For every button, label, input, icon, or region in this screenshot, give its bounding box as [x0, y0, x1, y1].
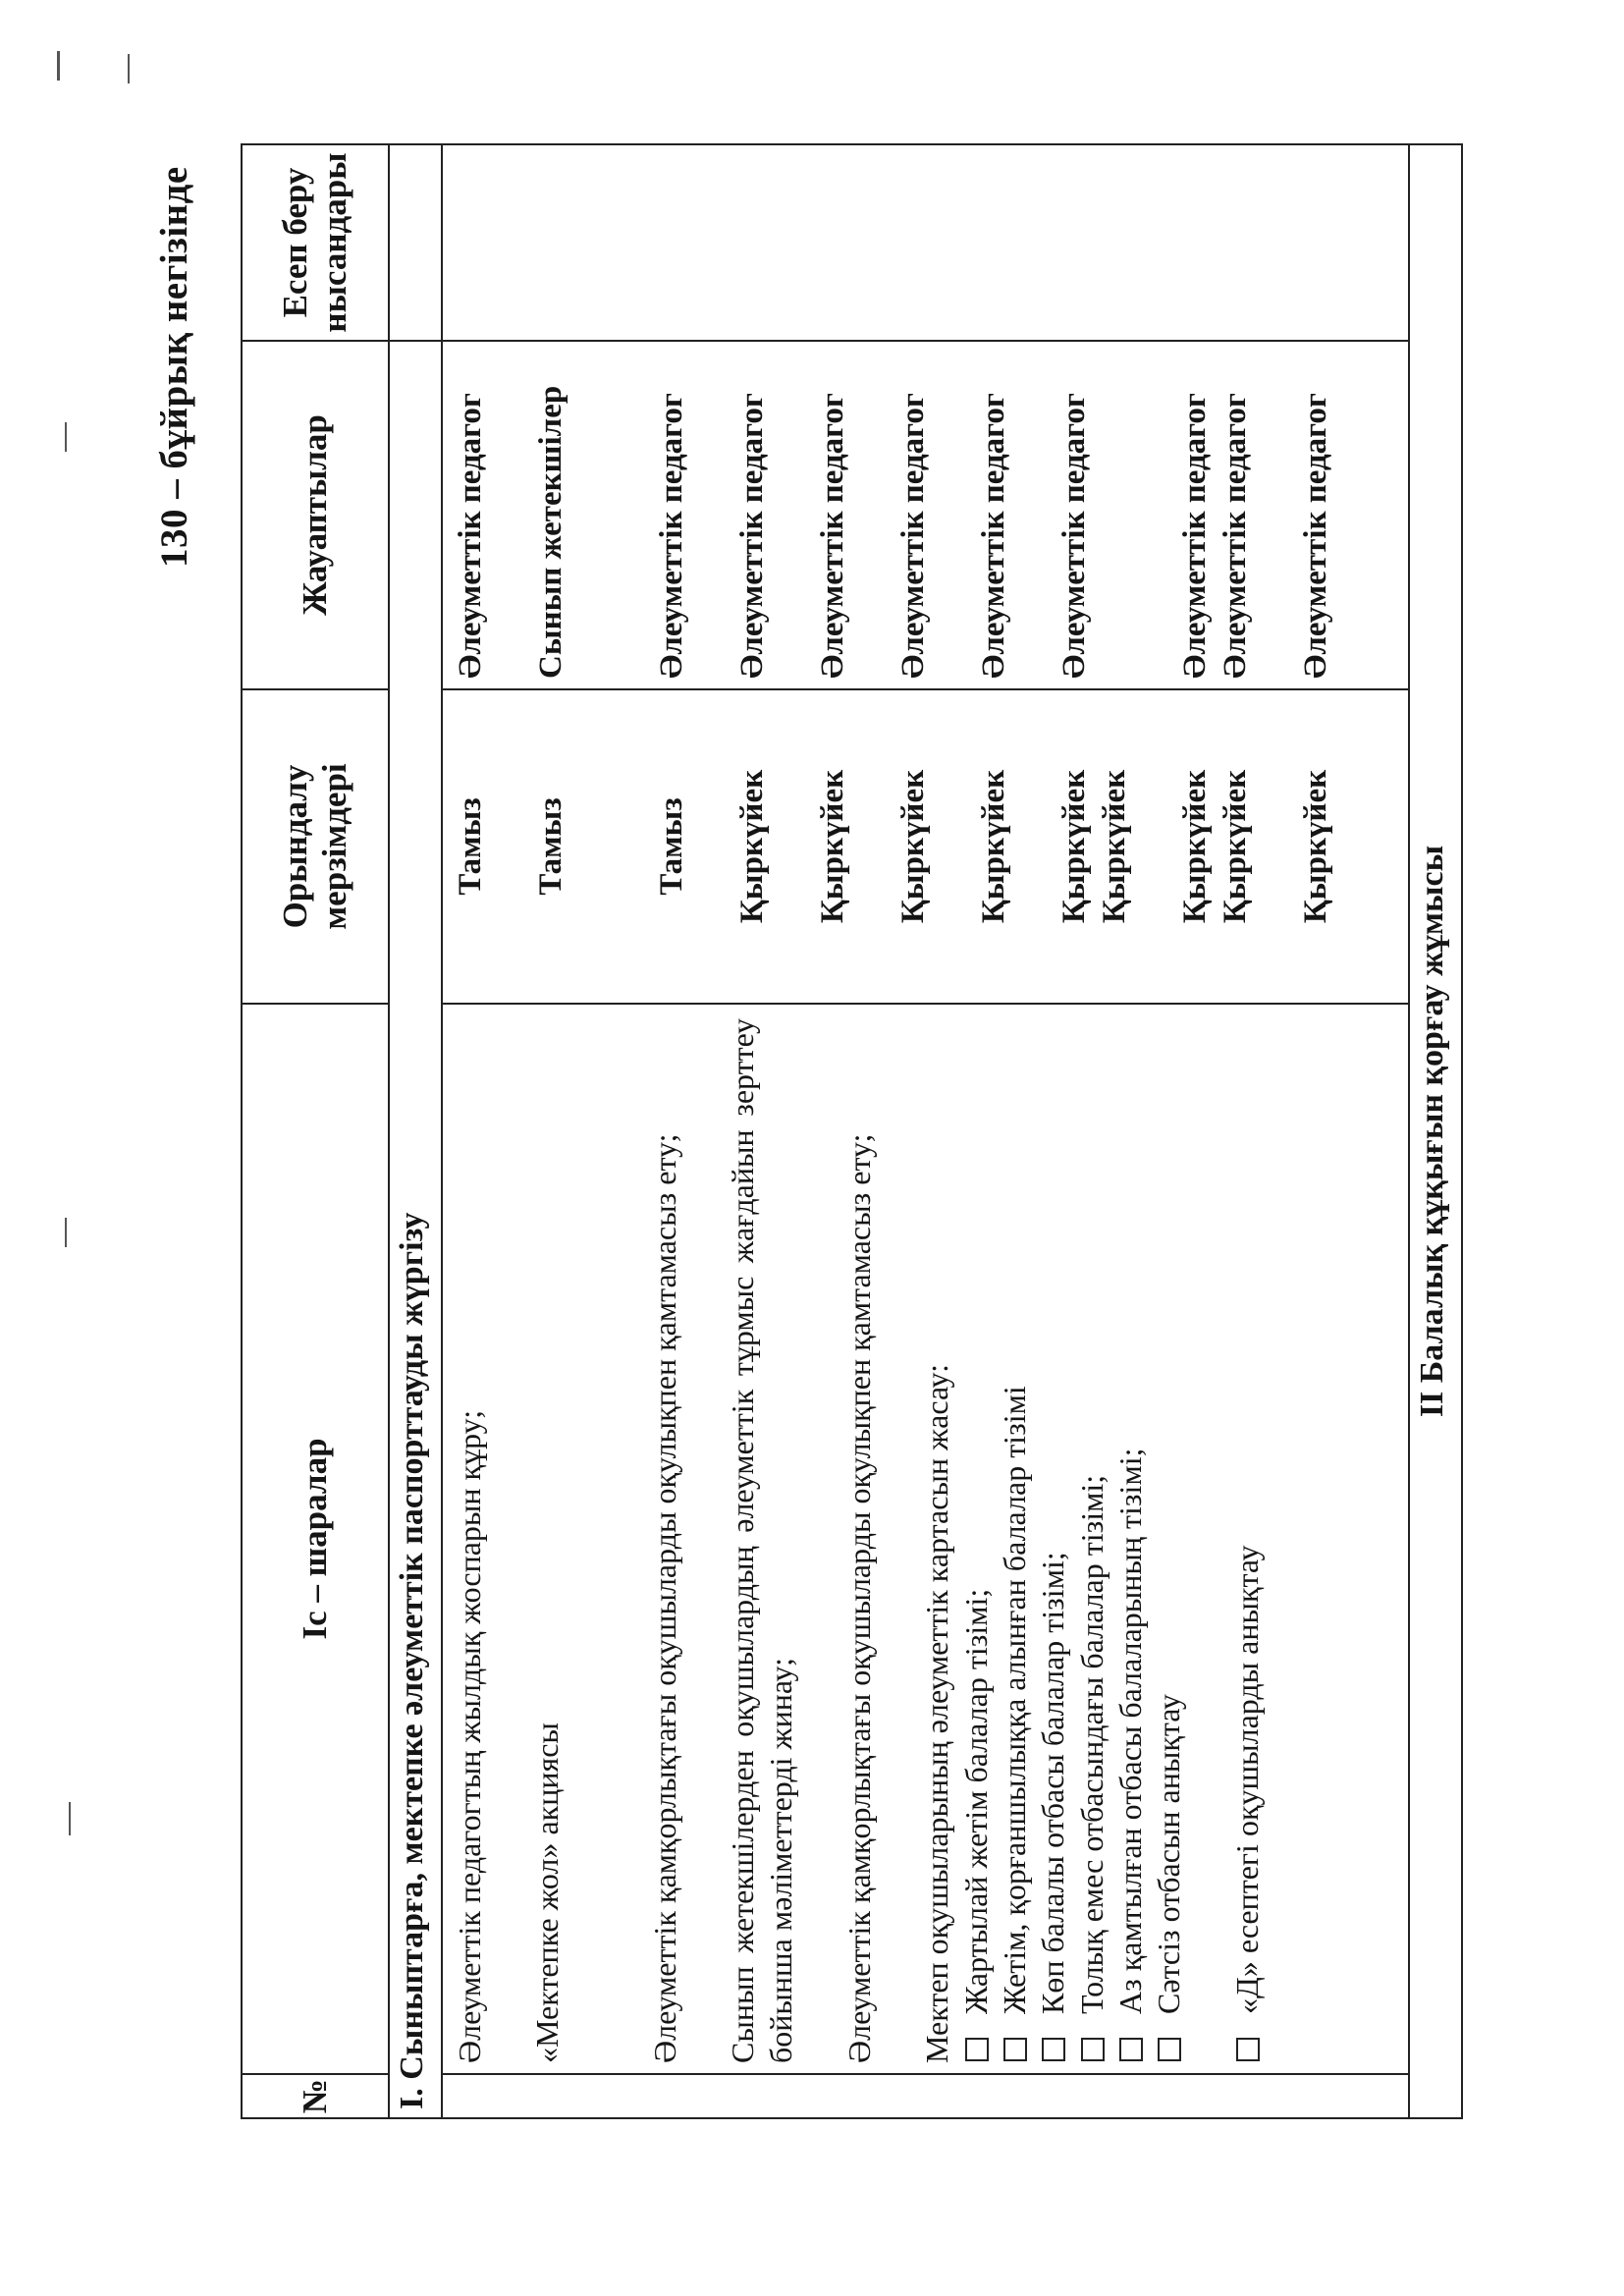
responsible-value: Әлеуметтік педагог [1177, 393, 1213, 679]
deadline-value: Қыркүйек [895, 769, 931, 924]
deadline-value: Қыркүйек [815, 769, 850, 924]
list-item [1111, 1018, 1150, 2063]
responsible-value: Әлеуметтік педагог [1056, 393, 1092, 679]
column-deadline-header [242, 689, 389, 1004]
activity-item: Әлеуметтік қамқорлықтағы оқушыларды оқулықпен қамтамасыз ету; [840, 1133, 877, 2063]
checkbox-square-icon [1119, 2038, 1143, 2061]
list-item [1150, 1018, 1188, 2063]
activity-item: «Мектепке жол» акциясы [529, 1722, 566, 2063]
section-1-report-cell [389, 144, 442, 341]
deadline-header-line2: мерзімдері [315, 763, 353, 930]
activity-item: Сынып жетекшілерден оқушылардың әлеуметтік тұрмыс жағдайын зерттеу бойынша мәліметтерді жинау; [725, 1018, 799, 2063]
list-item [996, 1018, 1034, 2063]
activity-plan-table [241, 143, 1463, 2119]
num-cell [442, 2074, 1409, 2118]
order-tag: 130 – бұйрық негізінде [153, 166, 195, 568]
column-num-header: № [242, 2074, 389, 2118]
list-item-text: Жетім, қорғаншылыққа алынған балалар тізімі [996, 1386, 1032, 2014]
responsible-value: Әлеуметтік педагог [453, 393, 488, 679]
report-header-line1: Есеп беру [275, 167, 314, 318]
responsible-value: Әлеуметтік педагог [895, 393, 931, 679]
deadline-value: Тамыз [453, 797, 488, 896]
responsible-value: Әлеуметтік педагог [654, 393, 689, 679]
activity-item: Мектеп оқушыларының әлеуметтік картасын жасау: [919, 1364, 955, 2063]
list-item-text: Сәтсіз отбасын анықтау [1151, 1694, 1187, 2014]
column-activities-header: Іс – шаралар [242, 1004, 389, 2074]
list-item-text: Көп балалы отбасы балалар тізімі; [1035, 1552, 1071, 2014]
deadline-value: Қыркүйек [1097, 769, 1132, 924]
responsible-value: Әлеуметтік педагог [815, 393, 850, 679]
column-report-header [242, 144, 389, 341]
section-row [1409, 144, 1462, 2118]
responsible-value: Әлеуметтік педагог [734, 393, 770, 679]
checkbox-square-icon [1236, 2038, 1260, 2061]
section-2-title: ІІ Балалық құқығын қорғау жұмысы [1409, 144, 1462, 2118]
list-item [1034, 1018, 1072, 2063]
responsible-value: Әлеуметтік педагог [1298, 393, 1333, 679]
deadlines-cell [442, 689, 1409, 1004]
deadline-value: Қыркүйек [1218, 769, 1253, 924]
activity-item: Әлеуметтік қамқорлықтағы оқушыларды оқулықпен қамтамасыз ету; [646, 1133, 682, 2063]
section-1-title: І. Сыныптарға, мектепке әлеуметтік паспорттауды жүргізу [389, 341, 442, 2118]
responsible-cell [442, 341, 1409, 689]
deadline-value: Қыркүйек [1056, 769, 1092, 924]
list-item-text: Толық емес отбасындағы балалар тізімі; [1073, 1474, 1110, 2014]
responsible-value: Әлеуметтік педагог [976, 393, 1011, 679]
deadline-header-line1: Орындалу [275, 764, 314, 929]
deadline-value: Тамыз [654, 797, 689, 896]
list-item-text: Жартылай жетім балалар тізімі; [957, 1588, 994, 2014]
deadline-value: Қыркүйек [1298, 769, 1333, 924]
report-form-cell [442, 144, 1409, 341]
report-header-line2: нысандары [315, 152, 353, 333]
activity-item: Әлеуметтік педагогтың жылдық жоспарын құру; [452, 1409, 487, 2063]
activities-cell [442, 1004, 1409, 2074]
deadline-value: Қыркүйек [976, 769, 1011, 924]
column-responsible-header: Жауаптылар [242, 341, 389, 689]
checkbox-square-icon [1003, 2038, 1027, 2061]
list-item-text: Аз қамтылған отбасы балаларының тізімі; [1111, 1448, 1148, 2014]
responsible-value: Сынып жетекшілер [533, 385, 568, 679]
checkbox-square-icon [1081, 2038, 1105, 2061]
table-header-row [242, 144, 389, 2118]
list-item-text: «Д» есептегі оқушыларды анықтау [1228, 1545, 1265, 2014]
deadline-value: Қыркүйек [1177, 769, 1213, 924]
section-row [389, 144, 442, 2118]
checkbox-square-icon [1158, 2038, 1181, 2061]
deadline-value: Қыркүйек [734, 769, 770, 924]
list-item [1228, 1018, 1267, 2063]
checkbox-square-icon [1042, 2038, 1065, 2061]
deadline-value: Тамыз [533, 797, 568, 896]
table-row [442, 144, 1409, 2118]
list-item [1073, 1018, 1111, 2063]
checkbox-square-icon [965, 2038, 989, 2061]
list-item [957, 1018, 996, 2063]
responsible-value: Әлеуметтік педагог [1218, 393, 1253, 679]
